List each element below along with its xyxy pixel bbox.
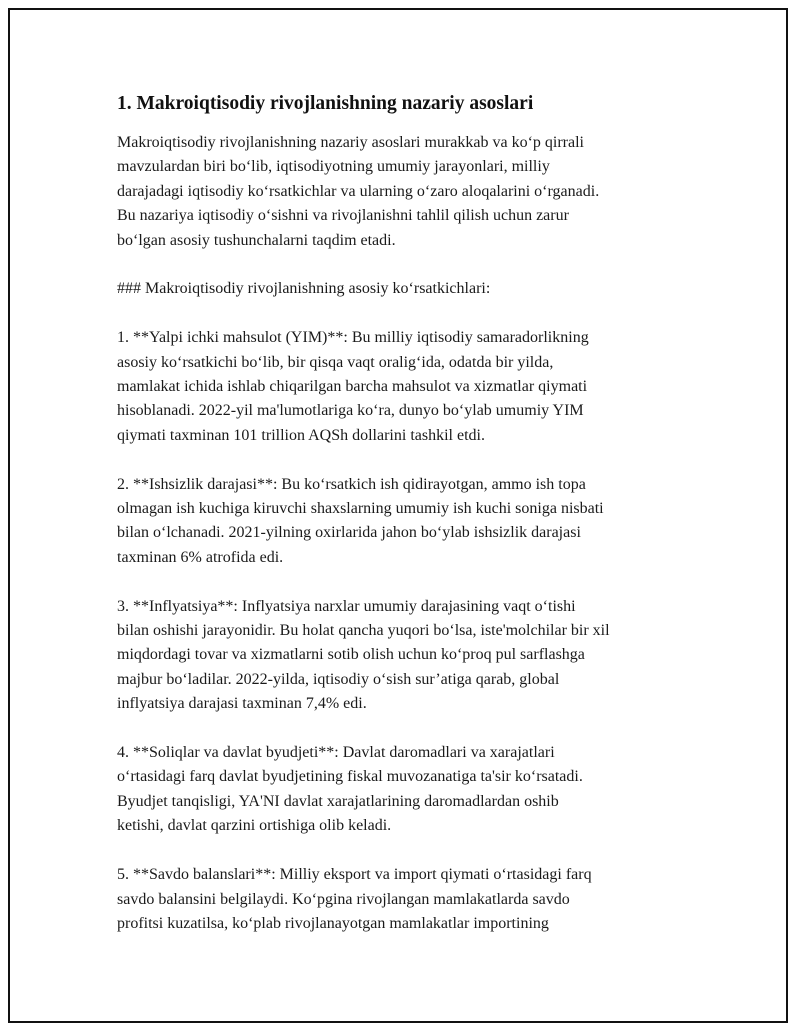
text-line: Makroiqtisodiy rivojlanishning nazariy asoslari murakkab va ko‘p qirrali [117,134,584,151]
text-line: miqdordagi tovar va xizmatlarni sotib olish uchun ko‘proq pul sarflashga [117,646,585,664]
text-line: asosiy ko‘rsatkichi bo‘lib, bir qisqa vaqt oralig‘ida, odatda bir yilda, [117,353,554,371]
text-line: 2. **Ishsizlik darajasi**: Bu ko‘rsatkich ish qidirayotgan, ammo ish topa [117,475,586,493]
text-line: darajadagi iqtisodiy ko‘rsatkichlar va ularning o‘zaro aloqalarini o‘rganadi. [117,182,600,200]
list-item-gdp [117,326,697,448]
text-line: bo‘lgan asosiy tushunchalarni taqdim etadi. [117,231,396,249]
text-line: olmagan ish kuchiga kiruvchi shaxslarning umumiy ish kuchi soniga nisbati [117,500,604,518]
text-line: hisoblanadi. 2022-yil ma'lumotlariga ko‘ra, dunyo bo‘ylab umumiy YIM [117,402,584,420]
list-item-unemployment [117,473,697,571]
list-item-inflation [117,595,697,717]
text-line: 3. **Inflyatsiya**: Inflyatsiya narxlar umumiy darajasining vaqt o‘tishi [117,597,576,615]
text-line: mamlakat ichida ishlab chiqarilgan barcha mahsulot va xizmatlar qiymati [117,378,588,396]
text-line: savdo balansini belgilaydi. Ko‘pgina rivojlangan mamlakatlarda savdo [117,890,570,908]
intro-paragraph [117,131,697,253]
section-heading: 1. Makroiqtisodiy rivojlanishning nazariy asoslari [117,93,534,114]
text-line: taxminan 6% atrofida edi. [117,548,284,566]
document-body [117,90,697,936]
text-line: inflyatsiya darajasi taxminan 7,4% edi. [117,695,367,713]
text-line: bilan o‘lchanadi. 2021-yilning oxirlarida jahon bo‘ylab ishsizlik darajasi [117,524,581,542]
text-line: qiymati taxminan 101 trillion AQSh dollarini tashkil etdi. [117,426,485,444]
text-line: 1. **Yalpi ichki mahsulot (YIM)**: Bu milliy iqtisodiy samaradorlikning [117,329,589,347]
text-line: Bu nazariya iqtisodiy o‘sishni va rivojlanishni tahlil qilish uchun zarur [117,207,569,225]
text-line: majbur bo‘ladilar. 2022-yilda, iqtisodiy o‘sish sur’atiga qarab, global [117,670,560,688]
subheading-paragraph [117,277,697,301]
list-item-taxes-budget [117,741,697,839]
text-line: ketishi, davlat qarzini ortishiga olib keladi. [117,817,392,835]
text-line: mavzulardan biri bo‘lib, iqtisodiyotning umumiy jarayonlari, milliy [117,158,550,176]
text-line: o‘rtasidagi farq davlat byudjetining fiskal muvozanatiga ta'sir ko‘rsatadi. [117,768,583,786]
text-line: ### Makroiqtisodiy rivojlanishning asosiy ko‘rsatkichlari: [117,280,491,298]
text-line: Byudjet tanqisligi, YA'NI davlat xarajatlarining daromadlardan oshib [117,792,559,810]
text-line: bilan oshishi jarayonidir. Bu holat qancha yuqori bo‘lsa, iste'molchilar bir xil [117,622,610,640]
list-item-trade-balance [117,863,697,936]
text-line: 4. **Soliqlar va davlat byudjeti**: Davlat daromadlari va xarajatlari [117,744,555,762]
text-line: 5. **Savdo balanslari**: Milliy eksport va import qiymati o‘rtasidagi farq [117,866,592,884]
text-line: profitsi kuzatilsa, ko‘plab rivojlanayotgan mamlakatlar importining [117,914,549,932]
